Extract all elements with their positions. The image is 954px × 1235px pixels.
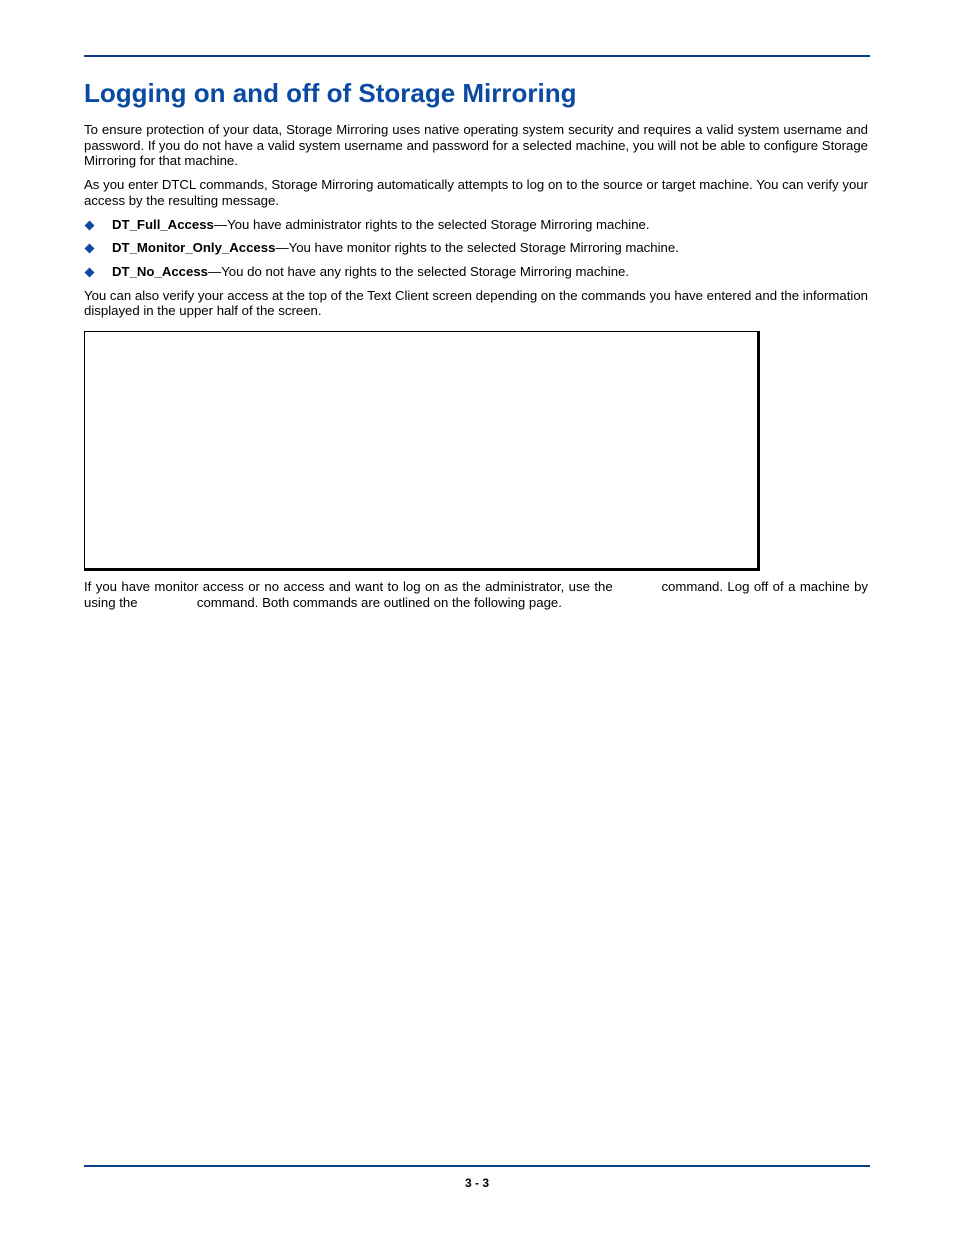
access-description: —You do not have any rights to the selected Storage Mirroring machine. (208, 263, 630, 279)
header-rule (84, 55, 870, 57)
list-item (84, 240, 868, 256)
diamond-bullet-icon (85, 220, 95, 230)
intro-paragraph: To ensure protection of your data, Storage Mirroring uses native operating system security and requires a valid system username and password. If you do not have a valid system username and password for a selected machine, you will not be able to configure Storage Mirroring for that machine. (84, 122, 868, 169)
page-content (84, 76, 868, 618)
logon-text-part1: If you have monitor access or no access and want to log on as the administrator, use the (84, 579, 618, 595)
list-item (84, 217, 868, 233)
access-term: DT_Monitor_Only_Access (112, 240, 276, 256)
access-description: —You have administrator rights to the selected Storage Mirroring machine. (213, 216, 650, 232)
logon-text-part2: command. Log off of a machine by using the (84, 579, 868, 610)
diamond-bullet-icon (85, 244, 95, 254)
diamond-bullet-icon (85, 267, 95, 277)
access-term: DT_No_Access (112, 263, 209, 279)
footer-rule (84, 1165, 870, 1167)
text-client-screen-figure (84, 331, 760, 571)
dtcl-paragraph: As you enter DTCL commands, Storage Mirroring automatically attempts to log on to the source or target machine. You can verify your access by the resulting message. (84, 177, 868, 208)
page-number: 3 - 3 (464, 1176, 489, 1190)
page-title: Logging on and off of Storage Mirroring (84, 78, 577, 108)
list-item (84, 264, 868, 280)
verify-paragraph: You can also verify your access at the top of the Text Client screen depending on the commands you have entered and the information displayed in the upper half of the screen. (84, 287, 868, 319)
access-term: DT_Full_Access (112, 216, 214, 232)
logon-text-part3: command. Both commands are outlined on the following page. (193, 594, 562, 610)
logon-paragraph (84, 579, 868, 610)
access-levels-list (84, 217, 868, 280)
access-description: —You have monitor rights to the selected Storage Mirroring machine. (275, 240, 679, 256)
